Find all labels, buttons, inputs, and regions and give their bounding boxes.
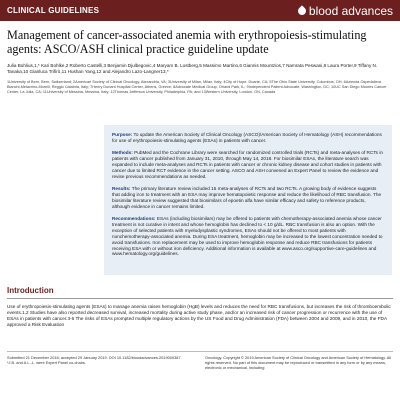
header-bar [0, 0, 400, 21]
cochair-note: *J.B. and A.L.-L. were Expert Panel co-chairs. [7, 360, 86, 365]
footer-left [7, 355, 197, 365]
article-title: Management of cancer-associated anemia with erythropoiesis-stimulating agents: ASCO/ASH clinical practice guideline update [7, 28, 367, 56]
methods-label: Methods: [112, 150, 133, 155]
journal-brand[interactable] [298, 4, 393, 18]
submission-info: Submitted 21 December 2018; accepted 29 January 2019. DOI 10.1182/bloodadvances.2019000387. [7, 355, 182, 360]
methods-text: PubMed and the Cochrane Library were searched for randomized controlled trials (RCTs) and meta-analyses of RCTs in patients with cancer published from January 31, 2010, through May 14, 2018. For biosimilar ESAs, the literature search was expanded to include meta-analyses and RCTs in patients with cancer or chronic kidney disease and cohort studies in patients with cancer due to limited RCT evidence in the cancer setting. ASCO and ASH convened an Expert Panel to review the evidence and revise previous recommendations as needed. [112, 150, 383, 179]
abstract-methods [112, 150, 384, 180]
recommendations-label: Recommendations: [112, 216, 156, 221]
section-heading: Introduction [7, 286, 54, 295]
copyright-note: Oncology. Copyright © 2019 American Society of Clinical Oncology and American Society of Hematology. All rights reserved. No part of this document may be reproduced or transmitted in any form or by any means, electronic or mechanical, including [205, 355, 392, 370]
recommendations-text: ESAs (including biosimilars) may be offered to patients with chemotherapy-associated anemia whose cancer treatment is not curative in intent and whose hemoglobin has declined to < 10 g/dL. RBC transfusion is also an option. With the exception of selected patients with myelodysplastic syndromes, ESAs should not be offered to most patients with nonchemotherapy-associated anemia. During ESA treatment, hemoglobin may be increased to the lowest concentration needed to avoid transfusions. Iron replacement may be used to improve hemoglobin response and reduce RBC transfusions for patients receiving ESA with or without iron deficiency. Additional information is available at www.asco.org/supportive-care-guidelines and www.hematology.org/guidelines. [112, 216, 383, 257]
results-label: Results: [112, 186, 131, 191]
journal-name: blood advances [308, 3, 393, 18]
abstract-recommendations [112, 216, 384, 257]
abstract-results [112, 186, 384, 210]
abstract-box [104, 125, 392, 275]
results-text: The primary literature review included 15 meta-analyses of RCTs and two RCTs. A growing body of evidence suggests that adding iron to treatment with an ESA may improve hematopoietic response and reduce the likelihood of RBC transfusion. The biosimilar literature review suggested that biosimilars of epoetin alfa have similar efficacy and safety to reference products, although evidence in cancer remains limited. [112, 186, 382, 209]
purpose-label: Purpose: [112, 132, 133, 137]
affiliations: 1University of Bern, Bern, Switzerland; 2American Society of Clinical Oncology, Alexandria, VA; 3University of Milan, Milan, Italy; 4City of Hope, Duarte, CA; 5The Ohio State University, Columbus, OH; 6Azienda Ospedaliera Bianchi-Melacrino-Morelli, Reggio Calabria, Italy; 7Henry Dunant Hospital Center, Athens, Greece; 8Advocate Medical Group, Orland Park, IL; 9Independent Patient Advocate, Washington, DC; 10UC San Diego Moores Cancer Center, La Jolla, CA; 11University of Messina, Messina, Italy; 12Thomas Jefferson University, Philadelphia, PA; and 13Western University, London, ON, Canada [7, 80, 387, 94]
abstract-purpose [112, 132, 384, 144]
footer-divider [7, 351, 393, 352]
blood-drop-icon [296, 5, 307, 16]
section-divider [7, 298, 393, 299]
purpose-text: To update the American Society of Clinical Oncology (ASCO)/American Society of Hematology (ASH) recommendations for use of erythropoiesis-stimulating agents (ESAs) in patients with cancer. [112, 132, 382, 143]
section-label: CLINICAL GUIDELINES [7, 6, 100, 15]
footer-right [205, 355, 395, 370]
author-list: Julia Bohlius,1,* Kari Bohlke,2 Roberto Castelli,3 Benjamin Djulbegovic,4 Maryam B. Lustberg,5 Massimo Martino,6 Giannis Mountzios,7 Namrata Peswani,8 Laura Porter,9 Tiffany N. Tanaka,10 Gianluca Trifirò,11 Hushan Yang,12 and Alejandro Lazo-Langner13,* [7, 63, 378, 74]
introduction-text: Use of erythropoiesis-stimulating agents (ESAs) to manage anemia raises hemoglobin (HgB) levels and reduces the need for RBC transfusions, but increases the risk of thromboembolic events.1,2 Studies have also reported decreased survival, increased mortality during active study phase, and/or an increased risk of cancer progression or recurrence with the use of ESAs in patients with cancer.3-6 The risks of ESAs prompted multiple regulatory actions by the US Food and Drug Administration (FDA) between 2004 and 2009, and in 2010, the FDA approved a Risk Evaluation [7, 304, 391, 327]
